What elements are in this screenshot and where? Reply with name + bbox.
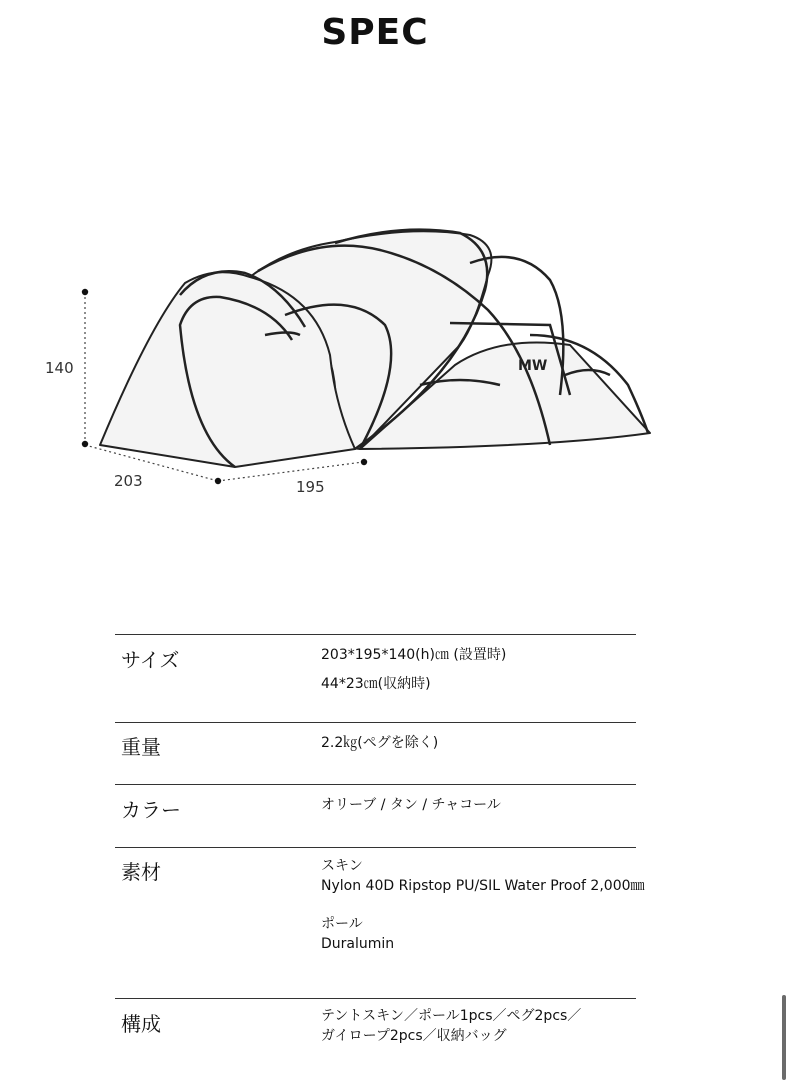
vertical-scrollbar[interactable] bbox=[782, 995, 786, 1080]
spec-value: 2.2㎏(ペグを除く) bbox=[321, 735, 439, 751]
logo-mark: MW bbox=[518, 358, 548, 374]
spec-row-color bbox=[115, 784, 636, 847]
spec-value: Nylon 40D Ripstop PU/SIL Water Proof 2,000㎜ bbox=[321, 878, 645, 894]
spec-row-material bbox=[115, 847, 645, 998]
spec-label: カラー bbox=[121, 798, 181, 822]
brand-logo bbox=[518, 358, 547, 374]
depth-dimension-label: 203 bbox=[114, 472, 143, 490]
spec-value: テントスキン／ポール1pcs／ペグ2pcs／ bbox=[321, 1008, 582, 1024]
tent-diagram bbox=[30, 215, 670, 515]
spec-value: ポール bbox=[321, 916, 363, 932]
spec-row-weight bbox=[115, 722, 636, 784]
spec-label: 重量 bbox=[121, 735, 161, 759]
page-title: SPEC bbox=[321, 12, 429, 53]
spec-value: Duralumin bbox=[321, 936, 395, 952]
spec-label: 素材 bbox=[121, 860, 161, 884]
spec-value: オリーブ / タン / チャコール bbox=[321, 797, 501, 813]
spec-label: 構成 bbox=[121, 1012, 161, 1036]
spec-row-size bbox=[115, 634, 636, 722]
height-dimension-label: 140 bbox=[45, 359, 74, 377]
spec-value: 44*23㎝(収納時) bbox=[321, 676, 431, 692]
width-dimension-label: 195 bbox=[296, 478, 325, 496]
spec-row-contents bbox=[115, 998, 636, 1085]
spec-value: 203*195*140(h)㎝ (設置時) bbox=[321, 647, 507, 663]
spec-table bbox=[115, 634, 645, 1085]
spec-value: ガイロープ2pcs／収納バッグ bbox=[321, 1028, 507, 1044]
spec-label: サイズ bbox=[121, 648, 180, 672]
spec-value: スキン bbox=[321, 858, 363, 874]
